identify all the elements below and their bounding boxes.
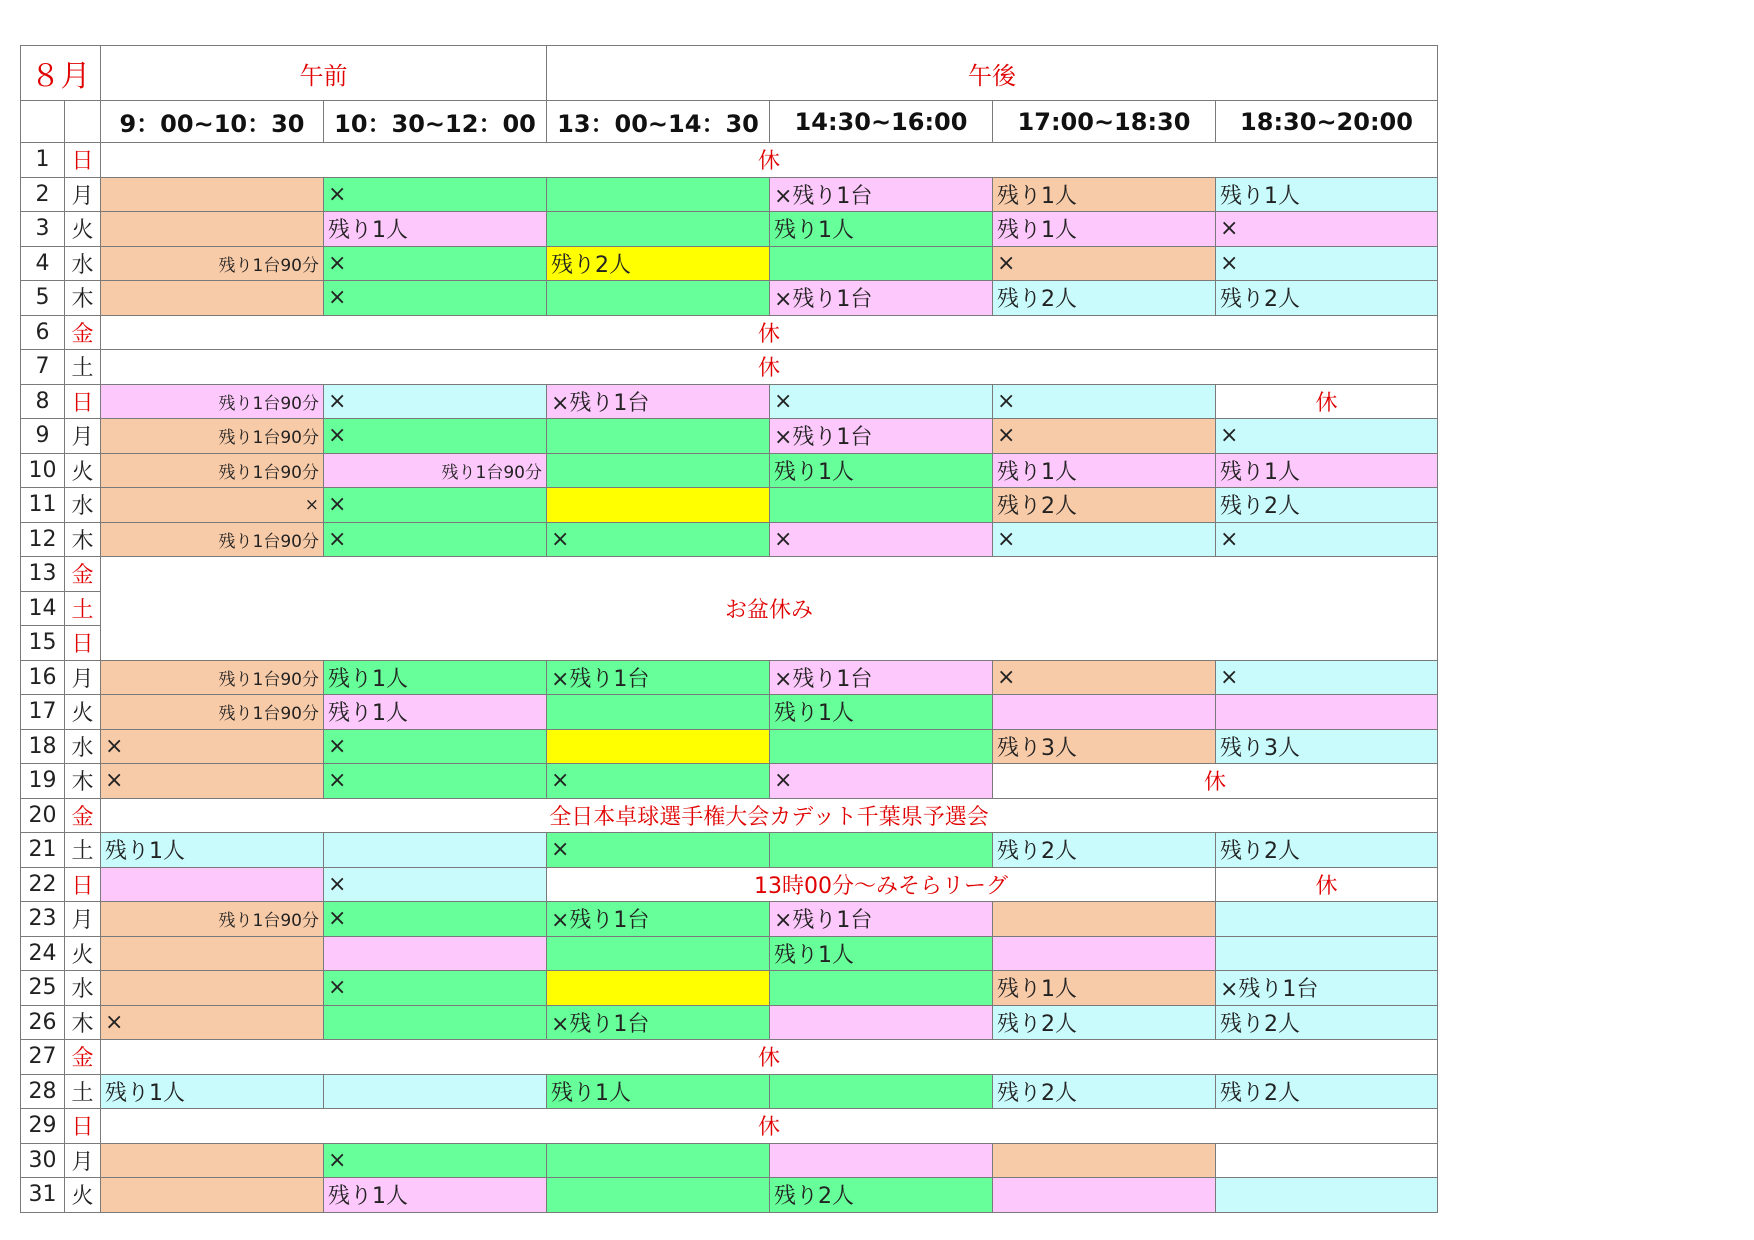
day-row xyxy=(21,798,1438,833)
slot-cell xyxy=(547,212,770,247)
slot-cell: 残り1人 xyxy=(101,833,324,868)
slot-cell: × xyxy=(324,419,547,454)
day-number: 7 xyxy=(21,350,65,385)
day-number: 20 xyxy=(21,798,65,833)
day-number: 8 xyxy=(21,384,65,419)
day-row xyxy=(21,453,1438,488)
slot-cell: 残り2人 xyxy=(993,488,1216,523)
day-number: 11 xyxy=(21,488,65,523)
slot-cell xyxy=(770,1005,993,1040)
slot-cell: 残り1台90分 xyxy=(101,522,324,557)
slot-cell xyxy=(101,177,324,212)
slot-cell: × xyxy=(993,660,1216,695)
day-number: 21 xyxy=(21,833,65,868)
day-row xyxy=(21,315,1438,350)
slot-cell: 残り1人 xyxy=(324,212,547,247)
day-number: 27 xyxy=(21,1040,65,1075)
day-of-week: 水 xyxy=(65,971,101,1006)
day-number: 16 xyxy=(21,660,65,695)
slot-cell: 残り2人 xyxy=(1216,1005,1438,1040)
slot-header: 14:30~16:00 xyxy=(770,101,993,143)
slot-cell: 残り1人 xyxy=(993,453,1216,488)
day-number: 18 xyxy=(21,729,65,764)
day-number: 31 xyxy=(21,1178,65,1213)
slot-cell xyxy=(101,1178,324,1213)
day-of-week: 金 xyxy=(65,315,101,350)
slot-cell: × xyxy=(1216,246,1438,281)
closed-slot-cell: 休 xyxy=(1216,867,1438,902)
day-number: 17 xyxy=(21,695,65,730)
day-number: 24 xyxy=(21,936,65,971)
slot-cell: ×残り1台 xyxy=(547,902,770,937)
slot-cell: × xyxy=(324,902,547,937)
slot-cell: ×残り1台 xyxy=(770,660,993,695)
slot-cell xyxy=(101,1143,324,1178)
day-row xyxy=(21,902,1438,937)
slot-cell xyxy=(1216,936,1438,971)
slot-cell xyxy=(993,936,1216,971)
slot-cell: 残り1人 xyxy=(1216,453,1438,488)
slot-cell xyxy=(1216,1178,1438,1213)
day-number: 4 xyxy=(21,246,65,281)
slot-cell xyxy=(770,971,993,1006)
blank-header-day xyxy=(21,101,65,143)
closed-cell: 休 xyxy=(101,1109,1438,1144)
slot-cell: × xyxy=(324,384,547,419)
day-of-week: 月 xyxy=(65,419,101,454)
day-row xyxy=(21,384,1438,419)
day-of-week: 日 xyxy=(65,143,101,178)
slot-cell: × xyxy=(324,522,547,557)
slot-header: 13：00~14：30 xyxy=(547,101,770,143)
day-row xyxy=(21,1040,1438,1075)
day-of-week: 日 xyxy=(65,384,101,419)
slot-cell xyxy=(324,833,547,868)
slot-cell xyxy=(101,936,324,971)
event-cell: 13時00分～みそらリーグ xyxy=(547,867,1216,902)
day-row xyxy=(21,971,1438,1006)
slot-cell xyxy=(547,281,770,316)
day-of-week: 月 xyxy=(65,660,101,695)
slot-cell: ×残り1台 xyxy=(770,902,993,937)
day-of-week: 月 xyxy=(65,1143,101,1178)
event-cell: 全日本卓球選手権大会カデット千葉県予選会 xyxy=(101,798,1438,833)
slot-header: 17:00~18:30 xyxy=(993,101,1216,143)
day-row xyxy=(21,1178,1438,1213)
day-row xyxy=(21,1143,1438,1178)
day-number: 19 xyxy=(21,764,65,799)
day-of-week: 土 xyxy=(65,1074,101,1109)
day-of-week: 土 xyxy=(65,350,101,385)
day-number: 1 xyxy=(21,143,65,178)
day-of-week: 木 xyxy=(65,764,101,799)
day-number: 12 xyxy=(21,522,65,557)
slot-cell: 残り1台90分 xyxy=(101,695,324,730)
day-row xyxy=(21,833,1438,868)
slot-cell xyxy=(1216,1143,1438,1178)
slot-cell: × xyxy=(1216,522,1438,557)
slot-cell: × xyxy=(101,764,324,799)
slot-header: 10：30~12：00 xyxy=(324,101,547,143)
slot-cell xyxy=(993,1143,1216,1178)
day-row xyxy=(21,419,1438,454)
day-number: 28 xyxy=(21,1074,65,1109)
slot-cell: 残り1人 xyxy=(324,660,547,695)
day-number: 30 xyxy=(21,1143,65,1178)
day-of-week: 金 xyxy=(65,557,101,592)
day-number: 13 xyxy=(21,557,65,592)
slot-cell xyxy=(547,177,770,212)
slot-cell xyxy=(547,453,770,488)
slot-cell: × xyxy=(770,384,993,419)
slot-header: 18:30~20:00 xyxy=(1216,101,1438,143)
slot-cell: 残り1台90分 xyxy=(101,660,324,695)
day-number: 3 xyxy=(21,212,65,247)
slot-cell xyxy=(101,971,324,1006)
day-of-week: 日 xyxy=(65,867,101,902)
slot-cell: × xyxy=(547,764,770,799)
closed-cell: 休 xyxy=(101,350,1438,385)
slot-cell: × xyxy=(324,764,547,799)
slot-cell: × xyxy=(993,419,1216,454)
slot-cell xyxy=(101,867,324,902)
day-row xyxy=(21,1005,1438,1040)
slot-cell xyxy=(993,695,1216,730)
am-header: 午前 xyxy=(101,46,547,101)
day-number: 5 xyxy=(21,281,65,316)
slot-cell: 残り1人 xyxy=(1216,177,1438,212)
slot-cell: 残り2人 xyxy=(1216,1074,1438,1109)
day-number: 14 xyxy=(21,591,65,626)
slot-cell: ×残り1台 xyxy=(547,384,770,419)
day-number: 2 xyxy=(21,177,65,212)
slot-cell: × xyxy=(324,1143,547,1178)
slot-cell xyxy=(101,212,324,247)
slot-cell: × xyxy=(324,281,547,316)
slot-cell: × xyxy=(547,522,770,557)
slot-cell xyxy=(547,729,770,764)
slot-cell xyxy=(770,488,993,523)
period-header-row xyxy=(21,46,1438,101)
slot-cell: 残り1人 xyxy=(770,212,993,247)
slot-cell: 残り2人 xyxy=(1216,833,1438,868)
slot-cell: × xyxy=(993,522,1216,557)
slot-cell: 残り2人 xyxy=(993,281,1216,316)
day-row xyxy=(21,522,1438,557)
slot-cell: ×残り1台 xyxy=(547,1005,770,1040)
slot-cell: × xyxy=(993,246,1216,281)
slot-cell: 残り1人 xyxy=(324,1178,547,1213)
slot-cell: 残り1人 xyxy=(101,1074,324,1109)
slot-cell: × xyxy=(101,488,324,523)
obon-holiday-cell: お盆休み xyxy=(101,557,1438,661)
day-of-week: 金 xyxy=(65,798,101,833)
day-of-week: 木 xyxy=(65,1005,101,1040)
day-number: 29 xyxy=(21,1109,65,1144)
slot-cell: 残り2人 xyxy=(1216,488,1438,523)
day-number: 9 xyxy=(21,419,65,454)
day-of-week: 日 xyxy=(65,1109,101,1144)
closed-cell: 休 xyxy=(101,315,1438,350)
closed-slot-cell: 休 xyxy=(1216,384,1438,419)
slot-cell xyxy=(993,902,1216,937)
day-of-week: 金 xyxy=(65,1040,101,1075)
slot-cell: × xyxy=(547,833,770,868)
day-number: 15 xyxy=(21,626,65,661)
day-number: 23 xyxy=(21,902,65,937)
slot-cell: × xyxy=(324,488,547,523)
closed-slot-cell: 休 xyxy=(993,764,1438,799)
day-number: 6 xyxy=(21,315,65,350)
slot-cell: 残り1台90分 xyxy=(101,419,324,454)
day-of-week: 火 xyxy=(65,453,101,488)
day-of-week: 土 xyxy=(65,591,101,626)
slot-cell: 残り2人 xyxy=(993,833,1216,868)
slot-cell: 残り1台90分 xyxy=(324,453,547,488)
day-of-week: 火 xyxy=(65,936,101,971)
slot-cell xyxy=(770,1074,993,1109)
slot-cell xyxy=(547,1178,770,1213)
day-of-week: 木 xyxy=(65,281,101,316)
slot-cell xyxy=(1216,695,1438,730)
slot-cell: 残り2人 xyxy=(547,246,770,281)
slot-cell: × xyxy=(770,522,993,557)
slot-cell: × xyxy=(324,729,547,764)
slot-cell xyxy=(770,1143,993,1178)
slot-cell: 残り2人 xyxy=(770,1178,993,1213)
slot-cell: 残り1人 xyxy=(993,212,1216,247)
day-number: 26 xyxy=(21,1005,65,1040)
slot-cell: 残り3人 xyxy=(993,729,1216,764)
slot-header: 9：00~10：30 xyxy=(101,101,324,143)
slot-cell: 残り1人 xyxy=(770,936,993,971)
day-row xyxy=(21,488,1438,523)
blank-header-dow xyxy=(65,101,101,143)
slot-cell: 残り2人 xyxy=(993,1074,1216,1109)
slot-cell: × xyxy=(1216,660,1438,695)
slot-cell xyxy=(547,936,770,971)
slot-cell xyxy=(547,488,770,523)
slot-cell xyxy=(993,1178,1216,1213)
day-row xyxy=(21,143,1438,178)
slot-cell: 残り1台90分 xyxy=(101,453,324,488)
slot-cell: ×残り1台 xyxy=(770,419,993,454)
slot-cell: ×残り1台 xyxy=(770,281,993,316)
day-number: 10 xyxy=(21,453,65,488)
slot-cell xyxy=(324,1074,547,1109)
day-of-week: 火 xyxy=(65,695,101,730)
slot-cell: 残り3人 xyxy=(1216,729,1438,764)
day-of-week: 水 xyxy=(65,488,101,523)
slot-cell: 残り1人 xyxy=(324,695,547,730)
day-of-week: 月 xyxy=(65,902,101,937)
slot-cell xyxy=(770,246,993,281)
slot-cell: 残り1人 xyxy=(770,695,993,730)
day-of-week: 月 xyxy=(65,177,101,212)
slot-cell xyxy=(547,971,770,1006)
slot-cell: 残り2人 xyxy=(993,1005,1216,1040)
slot-cell xyxy=(324,1005,547,1040)
day-of-week: 水 xyxy=(65,246,101,281)
slot-cell: × xyxy=(1216,212,1438,247)
day-row xyxy=(21,729,1438,764)
day-row xyxy=(21,695,1438,730)
slot-cell: 残り1人 xyxy=(547,1074,770,1109)
slot-cell: ×残り1台 xyxy=(547,660,770,695)
closed-cell: 休 xyxy=(101,1040,1438,1075)
day-number: 22 xyxy=(21,867,65,902)
slot-cell: × xyxy=(993,384,1216,419)
day-row xyxy=(21,660,1438,695)
day-row xyxy=(21,1109,1438,1144)
day-row xyxy=(21,764,1438,799)
day-of-week: 木 xyxy=(65,522,101,557)
slot-cell: ×残り1台 xyxy=(1216,971,1438,1006)
day-number: 25 xyxy=(21,971,65,1006)
day-row xyxy=(21,177,1438,212)
day-of-week: 火 xyxy=(65,1178,101,1213)
slot-cell: × xyxy=(324,971,547,1006)
slot-cell: × xyxy=(324,867,547,902)
slot-cell: 残り1台90分 xyxy=(101,246,324,281)
slot-cell xyxy=(547,419,770,454)
day-of-week: 火 xyxy=(65,212,101,247)
slot-cell xyxy=(324,936,547,971)
slot-cell: 残り1人 xyxy=(993,971,1216,1006)
schedule-table xyxy=(20,45,1438,1213)
slot-cell xyxy=(101,281,324,316)
slot-cell: × xyxy=(101,1005,324,1040)
slot-cell: × xyxy=(1216,419,1438,454)
closed-cell: 休 xyxy=(101,143,1438,178)
day-row xyxy=(21,212,1438,247)
slot-cell xyxy=(547,695,770,730)
day-row xyxy=(21,557,1438,592)
slot-cell: 残り2人 xyxy=(1216,281,1438,316)
slot-cell: 残り1台90分 xyxy=(101,384,324,419)
day-row xyxy=(21,936,1438,971)
slot-cell: 残り1台90分 xyxy=(101,902,324,937)
day-row xyxy=(21,281,1438,316)
day-of-week: 水 xyxy=(65,729,101,764)
day-row xyxy=(21,246,1438,281)
slot-cell: × xyxy=(770,764,993,799)
slot-cell: × xyxy=(101,729,324,764)
day-of-week: 日 xyxy=(65,626,101,661)
day-row xyxy=(21,867,1438,902)
slot-cell: 残り1人 xyxy=(993,177,1216,212)
pm-header: 午後 xyxy=(547,46,1438,101)
day-row xyxy=(21,1074,1438,1109)
time-slot-header-row xyxy=(21,101,1438,143)
slot-cell xyxy=(547,1143,770,1178)
slot-cell xyxy=(770,833,993,868)
month-label: ８月 xyxy=(21,46,101,101)
slot-cell: 残り1人 xyxy=(770,453,993,488)
day-of-week: 土 xyxy=(65,833,101,868)
day-row xyxy=(21,350,1438,385)
slot-cell: × xyxy=(324,246,547,281)
slot-cell: × xyxy=(324,177,547,212)
slot-cell xyxy=(770,729,993,764)
slot-cell: ×残り1台 xyxy=(770,177,993,212)
slot-cell xyxy=(1216,902,1438,937)
